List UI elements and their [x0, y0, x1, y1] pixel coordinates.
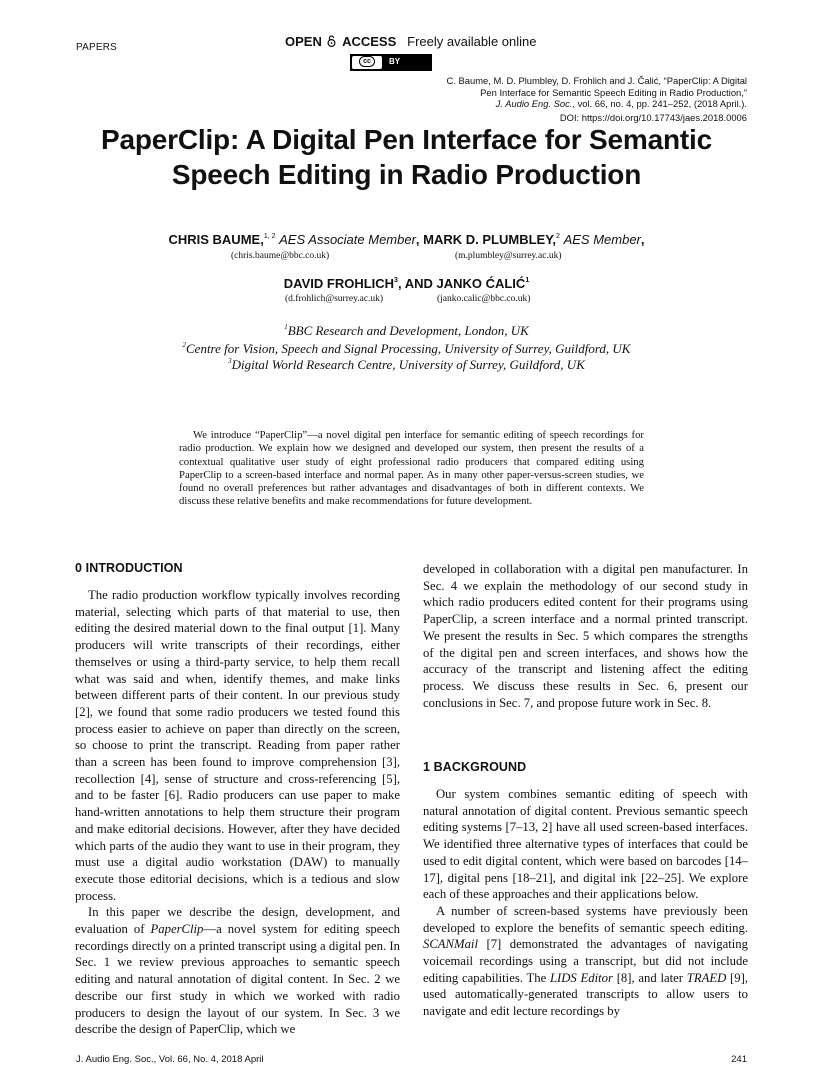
page-number: 241 — [731, 1054, 747, 1065]
affiliation: $^1$BBC Research and Development, London, UK — [284, 323, 529, 338]
doi-link[interactable]: DOI: https://doi.org/10.17743/jaes.2018.0006 — [559, 112, 747, 123]
cc-by-license-badge — [350, 54, 432, 71]
abstract: We introduce “PaperClip”—a novel digital pen interface for semantic editing of speech recordings for radio production. We explain how we designed and developed our system, then present the results of a contextual qualitative user study of eight professional radio producers that compared editing using PaperClip to a screen-based interface and normal paper. As in many other paper-versus-screen studies, we found no overall preferences but rather advantages and disadvantages of both in different contexts. We discuss these relative benefits and make recommendations for future development. — [179, 429, 644, 508]
open-lock-icon — [327, 35, 336, 47]
authors-line-2: DAVID FROHLICH$^3$, AND JANKO ĆALIĆ$^1$ — [283, 276, 530, 291]
affiliation: $^2$Centre for Vision, Speech and Signal Processing, University of Surrey, Guildford, UK — [182, 341, 631, 356]
freely-available-label: Freely available online — [407, 34, 537, 49]
introduction-continued: developed in collaboration with a digital pen manufacturer. In Sec. 4 we explain the methodology of our second study in which radio producers edited content for their programs using PaperClip, a screen interface and a normal printed transcript. We present the results in Sec. 5 which compares the strengths of the digital pen and screen interfaces, and shows how the accuracy of the transcript and listening affect the editing process. We discuss these results in Sec. 6, present our conclusions in Sec. 7, and propose future work in Sec. 8. — [423, 562, 748, 710]
authors-line-1: CHRIS BAUME,$^{1, 2}$ AES Associate Member, MARK D. PLUMBLEY,$^2$ AES Member, — [168, 232, 645, 247]
author-email: (chris.baume@bbc.co.uk) — [231, 251, 330, 261]
affiliation: $^3$Digital World Research Centre, University of Surrey, Guildford, UK — [228, 357, 585, 372]
open-label: OPEN — [285, 34, 322, 49]
open-access-banner — [285, 34, 536, 49]
author-email: (m.plumbley@surrey.ac.uk) — [455, 251, 562, 261]
section-heading-introduction: 0 INTRODUCTION — [75, 561, 183, 575]
paper-title: PaperClip: A Digital Pen Interface for Semantic Speech Editing in Radio Production — [101, 124, 712, 190]
introduction-body: The radio production workflow typically involves recording material, selecting which parts of that material to use, then editing the desired material down to the final output [1]. Many producers will write transcripts of their recordings, either themselves or using a third-party service, to help them recall what was said and when, identify themes, and make links between different parts of their content. In our previous study [2], we found that some radio producers we tested found this process easier to achieve on paper than directly on the screen, so choose to print the transcript. Reading from paper rather than a screen has been found to improve comprehension [3], recollection [4], sense of structure and cross-referencing [5], and to be faster [6]. Radio producers can use paper to make hand-written annotations to help them structure their program and make editorial decisions. However, after they have decided which parts of the audio they want to use in their program, they must use a digital audio workstation (DAW) to manually execute those editorial decisions, which is a tedious and slow process. In this paper we describe the design, development, and evaluation of PaperClip—a novel system for editing speech recordings directly on a printed transcript using a digital pen. In Sec. 1 we review previous approaches to semantic speech editing and natural annotation of digital content. In Sec. 2 we describe our first study in which we worked with radio producers to design the layout of our system. In Sec. 3 we describe the design of PaperClip, which we — [75, 588, 400, 1037]
author-email: (d.frohlich@surrey.ac.uk) — [285, 294, 384, 304]
by-label: BY — [389, 57, 401, 66]
footer-journal: J. Audio Eng. Soc., Vol. 66, No. 4, 2018 April — [76, 1054, 264, 1065]
cc-icon: cc — [359, 56, 375, 67]
background-body: Our system combines semantic editing of speech with natural annotation of digital content. Previous semantic speech editing systems [7–13, 2] have all used screen-based interfaces. We identified three alternative types of interfaces that could be used to edit digital content, which were based on barcodes [14–17], digital pens [18–21], and digital ink [22–25]. We explore each of these approaches and their applications below. A number of screen-based systems have previously been developed to explore the benefits of semantic speech editing. SCANMail [7] demonstrated the advantages of navigating voicemail recordings using a transcript, but did not include editing capabilities. The LIDS Editor [8], and later TRAED [9], used automatically-generated transcripts to allow users to navigate and edit lecture recordings by — [423, 787, 749, 1019]
section-heading-background: 1 BACKGROUND — [423, 760, 527, 774]
section-label: PAPERS — [76, 42, 118, 53]
author-email: (janko.calic@bbc.co.uk) — [437, 294, 531, 304]
citation-block: C. Baume, M. D. Plumbley, D. Frohlich and J. Čalić, “PaperClip: A Digital Pen Interface for Semantic Speech Editing in Radio Production,” J. Audio Eng. Soc., vol. 66, no. 4, pp. 241–252, (2018 April.). — [446, 75, 747, 110]
access-label: ACCESS — [342, 34, 397, 49]
